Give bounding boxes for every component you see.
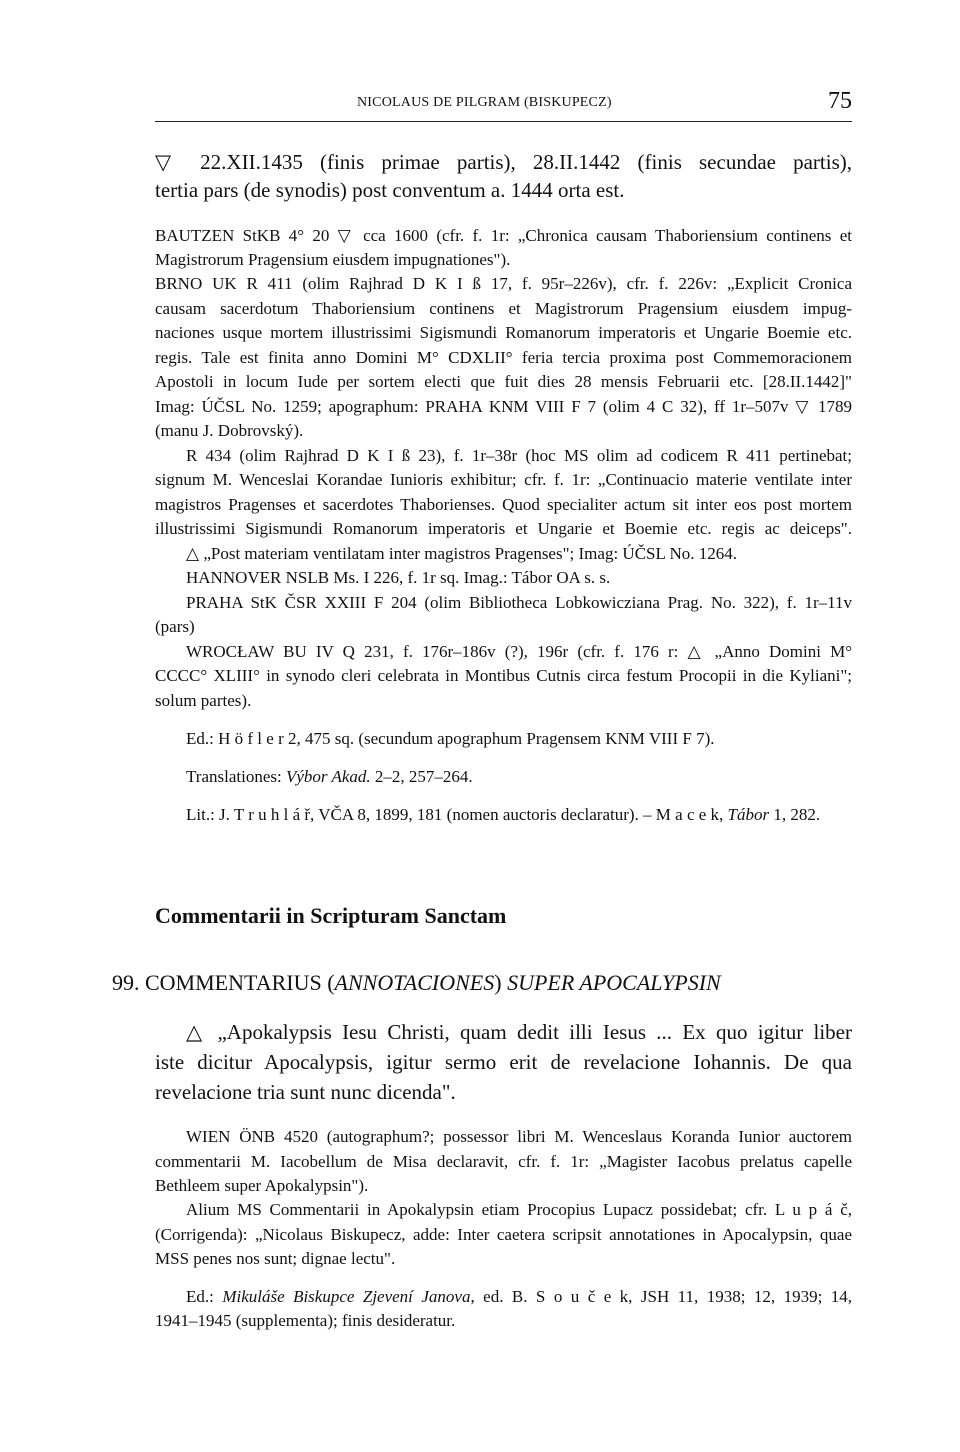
entry-title-italic: ANNOTACIONES <box>334 970 495 995</box>
incipit-line: iste dicitur Apocalypsis, igitur sermo erit de revelacione Iohannis. De qua <box>155 1050 852 1074</box>
paragraph-line: CCCC° XLIII° in synodo cleri celebrata in Montibus Cutnis circa festum Procopii in die Kyliani"; <box>155 666 852 685</box>
literature-suffix: 1, 282. <box>769 805 821 824</box>
paragraph-line: (Corrigenda): „Nicolaus Biskupecz, adde: Inter caetera scripsit annotationes in Apocalypsin, quae <box>155 1225 852 1244</box>
paragraph-line: (manu J. Dobrovský). <box>155 421 304 440</box>
header-rule <box>155 121 852 122</box>
entry-title-plain: COMMENTARIUS ( <box>145 970 335 995</box>
edition-suffix: , ed. B. S o u č e k, JSH 11, 1938; 12, 1939; 14, <box>470 1287 853 1306</box>
paragraph-line: MSS penes nos sunt; dignae lectu". <box>155 1249 396 1268</box>
page-number: 75 <box>828 88 852 114</box>
edition-line: Ed.: H ö f l e r 2, 475 sq. (secundum apographum Pragensem KNM VIII F 7). <box>186 729 715 748</box>
edition-title: Mikuláše Biskupce Zjevení Janova <box>222 1287 471 1306</box>
paragraph-line: magistros Pragenses et sacerdotes Thaborienses. Quod specialiter actum sit inter eos post mortem <box>155 495 852 514</box>
incipit-line: △ „Apokalypsis Iesu Christi, quam dedit illi Iesus ... Ex quo igitur liber <box>186 1020 852 1044</box>
paragraph-line: Imag: ÚČSL No. 1259; apographum: PRAHA KNM VIII F 7 (olim 4 C 32), ff 1r–507v ▽ 1789 <box>155 397 852 416</box>
paragraph-line: (pars) <box>155 617 195 636</box>
paragraph-line: PRAHA StK ČSR XXIII F 204 (olim Bibliotheca Lobkowicziana Prag. No. 322), f. 1r–11v <box>186 593 852 612</box>
edition-line: 1941–1945 (supplementa); finis desideratur. <box>155 1311 456 1330</box>
paragraph-line: causam sacerdotum Thaboriensium continens et Magistrorum Pragensium eiusdem impug- <box>155 299 852 318</box>
translations-title: Výbor Akad. <box>285 767 371 786</box>
paragraph-line: illustrissimi Sigismundi Romanorum imperatoris et Ungarie et Boemie etc. regis ac deiceps". <box>155 519 852 538</box>
paragraph-line: Alium MS Commentarii in Apokalypsin etiam Procopius Lupacz possidebat; cfr. L u p á č, <box>186 1200 852 1219</box>
paragraph-line: BAUTZEN StKB 4° 20 ▽ cca 1600 (cfr. f. 1r: „Chronica causam Thaboriensium continens et <box>155 226 852 245</box>
edition-line <box>186 1287 852 1307</box>
edition-prefix: Ed.: <box>186 1287 223 1306</box>
paragraph-line: R 434 (olim Rajhrad D K I ß 23), f. 1r–38r (hoc MS olim ad codicem R 411 pertinebat; <box>186 446 852 465</box>
paragraph-line: △ „Post materiam ventilatam inter magistros Pragenses"; Imag: ÚČSL No. 1264. <box>186 544 738 563</box>
paragraph-line: signum M. Wenceslai Korandae Iunioris exhibitur; cfr. f. 1r: „Continuacio materie ventilate inter <box>155 470 852 489</box>
entry-title <box>112 970 721 996</box>
paragraph-line: naciones usque mortem illustrissimi Sigismundi Romanorum imperatoris et Ungarie Boemie etc. <box>155 323 852 342</box>
paragraph-line: WROCŁAW BU IV Q 231, f. 176r–186v (?), 196r (cfr. f. 176 r: △ „Anno Domini M° <box>186 642 852 661</box>
translations-suffix: 2–2, 257–264. <box>370 767 473 786</box>
paragraph-line: HANNOVER NSLB Ms. I 226, f. 1r sq. Imag.: Tábor OA s. s. <box>186 568 611 587</box>
incipit-line: revelacione tria sunt nunc dicenda". <box>155 1080 456 1104</box>
paragraph-line: ▽ 22.XII.1435 (finis primae partis), 28.II.1442 (finis secundae partis), <box>155 150 852 174</box>
section-heading: Commentarii in Scripturam Sanctam <box>155 903 507 928</box>
paragraph-line: commentarii M. Iacobellum de Misa declaravit, cfr. f. 1r: „Magister Iacobus prelatus capelle <box>155 1152 852 1171</box>
paragraph-line: BRNO UK R 411 (olim Rajhrad D K I ß 17, f. 95r–226v), cfr. f. 226v: „Explicit Cronica <box>155 274 852 293</box>
paragraph-line: Magistrorum Pragensium eiusdem impugnationes"). <box>155 250 511 269</box>
entry-title-mid: ) <box>494 970 508 995</box>
literature-line <box>186 805 820 825</box>
paragraph-line: WIEN ÖNB 4520 (autographum?; possessor libri M. Wenceslaus Koranda Iunior auctorem <box>186 1127 852 1146</box>
literature-prefix: Lit.: J. T r u h l á ř, VČA 8, 1899, 181 (nomen auctoris declaratur). – M a c e k, <box>186 805 728 824</box>
running-title: NICOLAUS DE PILGRAM (BISKUPECZ) <box>357 95 612 110</box>
paragraph-line: Apostoli in locum Iude per sortem electi que fuit dies 28 mensis Februarii etc. [28.II.1442]" <box>155 372 852 391</box>
translations-prefix: Translationes: <box>186 767 286 786</box>
paragraph-line: tertia pars (de synodis) post conventum a. 1444 orta est. <box>155 178 625 202</box>
translations-line <box>186 767 473 787</box>
entry-title-italic: SUPER APOCALYPSIN <box>507 970 721 995</box>
paragraph-line: regis. Tale est finita anno Domini M° CDXLII° feria tercia proxima post Commemoracionem <box>155 348 852 367</box>
entry-number: 99. <box>112 970 140 995</box>
paragraph-line: Bethleem super Apokalypsin"). <box>155 1176 369 1195</box>
paragraph-line: solum partes). <box>155 691 252 710</box>
literature-title: Tábor <box>727 805 770 824</box>
